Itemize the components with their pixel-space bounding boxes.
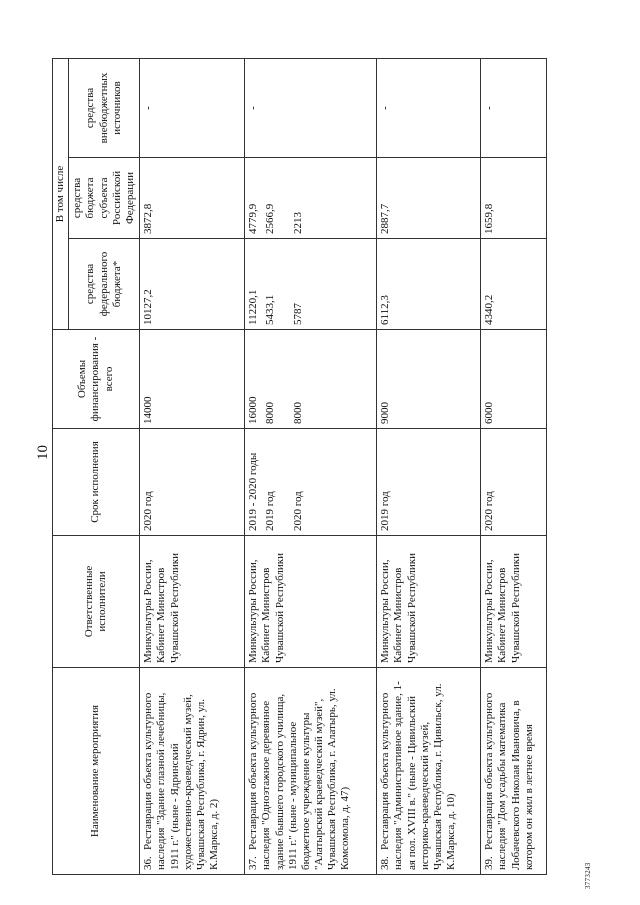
table-row bbox=[140, 59, 245, 875]
row-extra: - bbox=[377, 59, 481, 158]
row-volume: 8000 bbox=[264, 402, 277, 424]
header-federal: средства федерального бюджета* bbox=[69, 239, 140, 330]
header-responsible: Ответственные исполнители bbox=[53, 536, 140, 668]
spacer bbox=[278, 433, 292, 531]
header-term: Срок исполнения bbox=[53, 429, 140, 536]
row-regional-cell bbox=[245, 158, 377, 239]
row-extra: - bbox=[140, 59, 245, 158]
row-volume: 8000 bbox=[291, 402, 304, 424]
row-number: 36. bbox=[142, 856, 155, 870]
spacer bbox=[278, 162, 292, 234]
row-term: 2019 год bbox=[264, 491, 277, 531]
header-name: Наименование мероприятия bbox=[53, 668, 140, 875]
row-federal-cell bbox=[245, 239, 377, 330]
page-number: 10 bbox=[35, 445, 51, 460]
row-regional: 4779,9 bbox=[247, 203, 260, 234]
header-extra: средства внебюджетных источников bbox=[69, 59, 140, 158]
row-regional: 2887,7 bbox=[377, 158, 481, 239]
row-name: Реставрация объекта культурного наследия "Дом усадьбы математика Лобачевского Николая Ивановича, в котором он жил в летнее время bbox=[483, 692, 535, 870]
row-name: Реставрация объекта культурного наследия "Здание глазной лечебницы, 1911 г." (ныне - Ядринский художественно-краеведческий музей, Чувашская Республика, г. Ядрин, ул. К.Маркса, д. 2) bbox=[142, 692, 221, 870]
row-name: Реставрация объекта культурного наследия "Одноэтажное деревянное здание бывшего городского училища, 1911 г." (ныне - муниципальное бюджетное учреждение культуры "Алатырский краеведческий музей", Чувашская Республика, г. Алатырь, ул. Комсомола, д. 47) bbox=[247, 688, 352, 870]
document-id: 3773243 bbox=[584, 862, 592, 889]
row-responsible: Минкультуры России, Кабинет Министров Чувашской Республики bbox=[140, 536, 245, 668]
row-federal: 4340,2 bbox=[481, 239, 547, 330]
row-term: 2019 год bbox=[377, 429, 481, 536]
row-extra: - bbox=[245, 59, 377, 158]
row-regional: 2213 bbox=[291, 212, 304, 234]
row-volume: 6000 bbox=[481, 330, 547, 429]
financing-table bbox=[52, 58, 547, 875]
row-federal: 5787 bbox=[291, 303, 304, 325]
row-name-cell bbox=[481, 668, 547, 875]
row-regional: 2566,9 bbox=[264, 203, 277, 234]
table-row bbox=[481, 59, 547, 875]
header-including: В том числе bbox=[53, 59, 69, 330]
row-volume: 9000 bbox=[377, 330, 481, 429]
row-term: 2020 год bbox=[291, 491, 304, 531]
row-responsible: Минкультуры России, Кабинет Министров Чувашской Республики bbox=[377, 536, 481, 668]
row-volume: 16000 bbox=[247, 396, 260, 424]
row-extra: - bbox=[481, 59, 547, 158]
row-number: 39. bbox=[483, 856, 496, 870]
row-name-cell bbox=[140, 668, 245, 875]
row-federal: 10127,2 bbox=[140, 239, 245, 330]
header-volume: Объемы финансирования - всего bbox=[53, 330, 140, 429]
row-number: 38. bbox=[379, 856, 392, 870]
table-row bbox=[245, 59, 377, 875]
row-term: 2020 год bbox=[140, 429, 245, 536]
row-term-cell bbox=[245, 429, 377, 536]
row-name: Реставрация объекта культурного наследия "Административное здание, 1-ая пол. XVIII в." (ныне - Цивильский историко-краеведческий музей, Чувашская Республика, г. Цивильск, ул. К.Маркса, д. 10) bbox=[379, 681, 458, 870]
row-term: 2019 - 2020 годы bbox=[247, 452, 260, 531]
row-federal: 6112,3 bbox=[377, 239, 481, 330]
spacer bbox=[278, 243, 292, 325]
header-regional: средства бюджета субъекта Российской Федерации bbox=[69, 158, 140, 239]
row-federal: 5433,1 bbox=[264, 294, 277, 325]
row-regional: 1659,8 bbox=[481, 158, 547, 239]
row-number: 37. bbox=[247, 856, 260, 870]
row-name-cell bbox=[377, 668, 481, 875]
row-regional: 3872,8 bbox=[140, 158, 245, 239]
row-term: 2020 год bbox=[481, 429, 547, 536]
table-row bbox=[377, 59, 481, 875]
header-row bbox=[53, 59, 69, 875]
row-volume-cell bbox=[245, 330, 377, 429]
row-federal: 11220,1 bbox=[247, 289, 260, 325]
row-name-cell bbox=[245, 668, 377, 875]
row-responsible: Минкультуры России, Кабинет Министров Чувашской Республики bbox=[245, 536, 377, 668]
row-responsible: Минкультуры России, Кабинет Министров Чувашской Республики bbox=[481, 536, 547, 668]
spacer bbox=[278, 334, 292, 424]
row-volume: 14000 bbox=[140, 330, 245, 429]
